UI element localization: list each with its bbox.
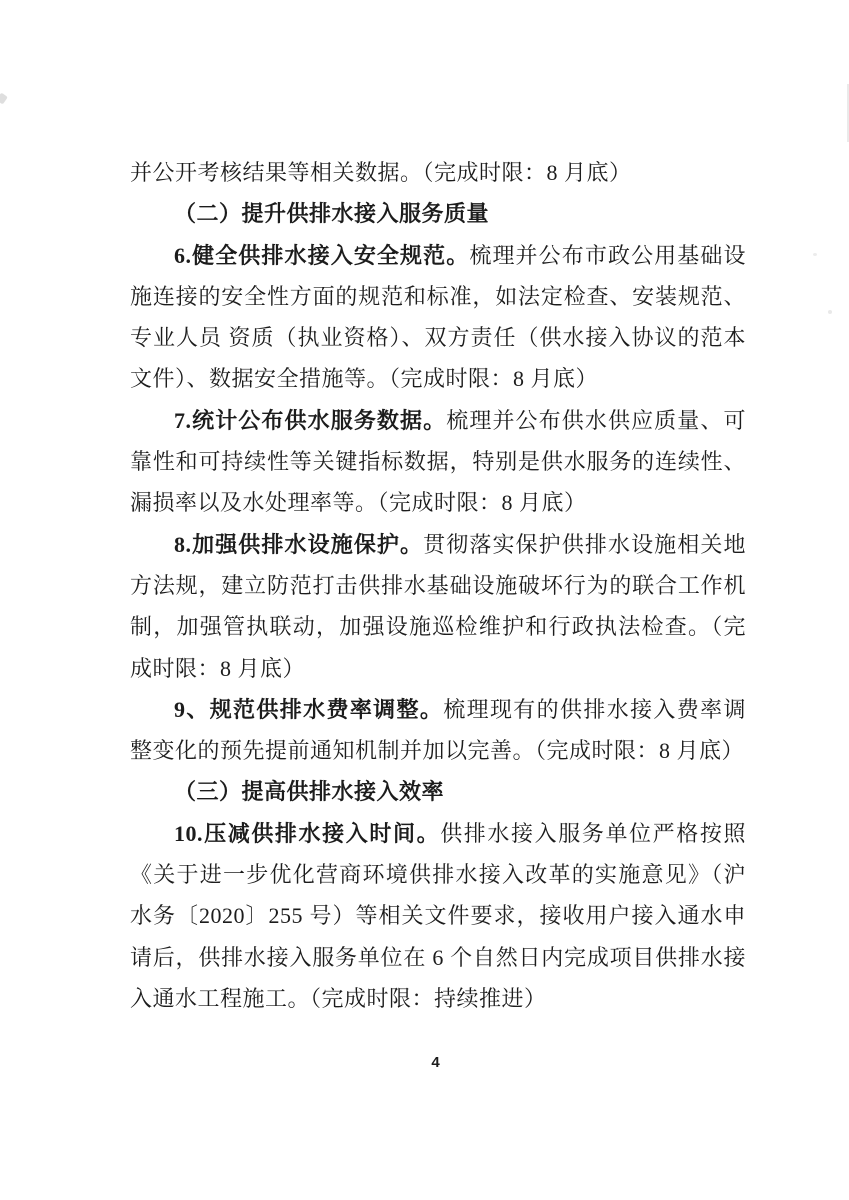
item-7-body: 梳理并公布供水供应质量、可靠性和可持续性等关键指标数据，特别是供水服务的连续性、漏损率以及水处理率等。（完成时限：8 月底） [130, 407, 746, 516]
scan-artifact [828, 310, 832, 314]
item-8-title: 8.加强供排水设施保护。 [174, 531, 424, 557]
item-10-title: 10.压减供排水接入时间。 [174, 820, 441, 846]
item-9-title: 9、规范供排水费率调整。 [174, 696, 444, 722]
item-10-paragraph [130, 813, 746, 1019]
item-10-body: 供排水接入服务单位严格按照《关于进一步优化营商环境供排水接入改革的实施意见》（沪水务〔2020〕255 号）等相关文件要求，接收用户接入通水申请后，供排水接入服务单位在 6 个自然日内完成项目供排水接入通水工程施工。（完成时限：持续推进） [130, 820, 746, 1011]
item-8-paragraph [130, 524, 746, 689]
scan-artifact [813, 253, 817, 256]
scan-artifact [0, 93, 8, 105]
item-7-paragraph [130, 400, 746, 524]
paragraph-continuation: 并公开考核结果等相关数据。（完成时限：8 月底） [130, 160, 632, 185]
section-2-heading: （二）提升供排水接入服务质量 [174, 201, 490, 227]
item-6-body: 梳理并公布市政公用基础设施连接的安全性方面的规范和标准，如法定检查、安装规范、专业人员 资质（执业资格）、双方责任（供水接入协议的范本文件）、数据安全措施等。（完成时限：8 月底） [130, 242, 746, 392]
item-9-paragraph [130, 689, 746, 772]
item-7-title: 7.统计公布供水服务数据。 [174, 407, 447, 433]
item-9-body: 梳理现有的供排水接入费率调整变化的预先提前通知机制并加以完善。（完成时限：8 月底） [130, 696, 746, 764]
section-3-heading: （三）提高供排水接入效率 [174, 779, 445, 805]
item-6-title: 6.健全供排水接入安全规范。 [174, 242, 470, 268]
item-6-paragraph [130, 235, 746, 400]
document-body [130, 152, 746, 1019]
item-8-body: 贯彻落实保护供排水设施相关地方法规，建立防范打击供排水基础设施破坏行为的联合工作机制，加强管执联动，加强设施巡检维护和行政执法检查。（完成时限：8 月底） [130, 531, 746, 681]
page-number: 4 [431, 1054, 440, 1071]
